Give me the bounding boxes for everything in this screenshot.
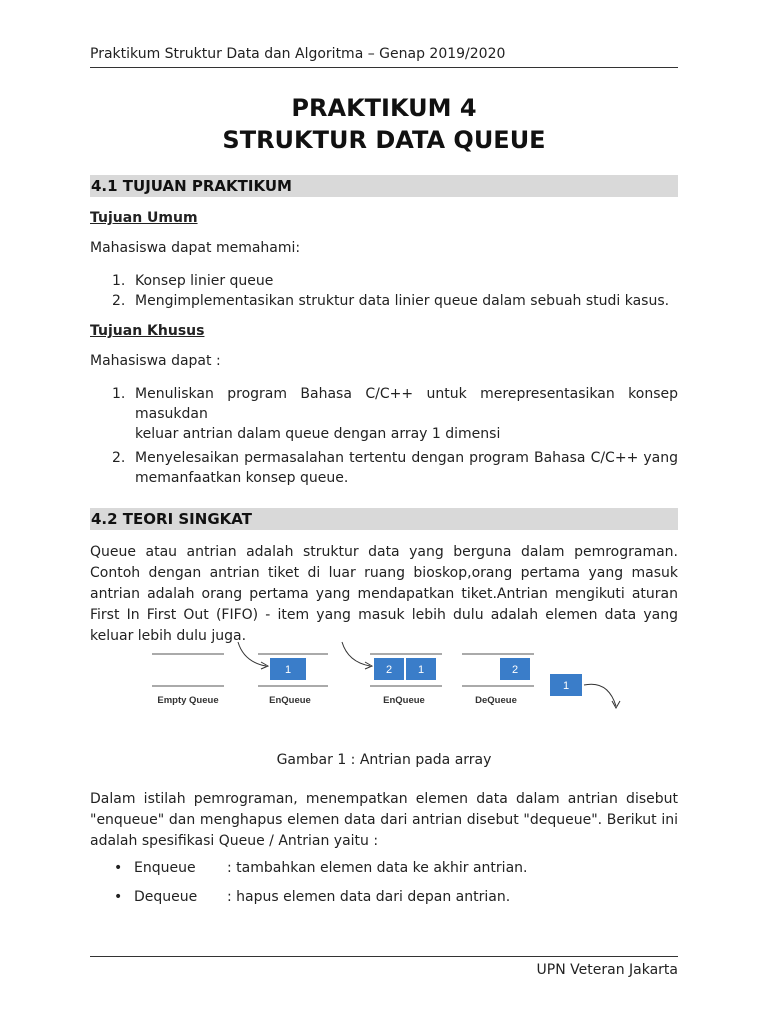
page-title-line2: STRUKTUR DATA QUEUE xyxy=(222,126,546,154)
footer-text: UPN Veteran Jakarta xyxy=(536,962,678,978)
tujuan-khusus-intro: Mahasiswa dapat : xyxy=(90,353,221,369)
queue-diagram xyxy=(140,636,640,721)
label-empty-queue: Empty Queue xyxy=(157,695,219,706)
subheading-tujuan-umum: Tujuan Umum xyxy=(90,210,198,226)
subheading-tujuan-khusus: Tujuan Khusus xyxy=(90,323,205,339)
footer-rule xyxy=(90,956,678,957)
section-heading-teori: 4.2 TEORI SINGKAT xyxy=(90,508,678,530)
figure-caption: Gambar 1 : Antrian pada array xyxy=(276,752,492,768)
label-dequeue: DeQueue xyxy=(475,695,517,706)
svg-text:1: 1 xyxy=(417,664,425,676)
list-item: 1. Konsep linier queue xyxy=(112,273,274,289)
list-item: 2. Menyelesaikan permasalahan tertentu dengan program Bahasa C/C++ yang memanfaatkan konsep queue. xyxy=(112,450,678,486)
label-enqueue-2: EnQueue xyxy=(383,695,425,706)
svg-text:1: 1 xyxy=(284,664,292,676)
svg-text:2: 2 xyxy=(511,664,519,676)
svg-text:1: 1 xyxy=(562,680,570,692)
header-rule xyxy=(90,67,678,68)
list-item: 1. Menuliskan program Bahasa C/C++ untuk merepresentasikan konsep masukdan keluar antrian dalam queue dengan array 1 dimensi xyxy=(112,386,678,442)
label-enqueue-1: EnQueue xyxy=(269,695,311,706)
teori-paragraph-2: Dalam istilah pemrograman, menempatkan elemen data dalam antrian disebut "enqueue" dan menghapus elemen data dari antrian disebut "dequeue". Berikut ini adalah spesifikasi Queue / Antrian yaitu : xyxy=(90,791,678,849)
tujuan-umum-list xyxy=(90,271,669,311)
running-header: Praktikum Struktur Data dan Algoritma – Genap 2019/2020 xyxy=(90,46,506,62)
page-title-line1: PRAKTIKUM 4 xyxy=(291,94,477,122)
teori-paragraph-1: Queue atau antrian adalah struktur data yang berguna dalam pemrograman. Contoh dengan antrian tiket di luar ruang bioskop,orang pertama yang masuk antrian adalah orang pertama yang mendapatkan tiket.Antrian mengikuti aturan First In First Out (FIFO) - item yang masuk lebih dulu adalah elemen data yang keluar lebih dulu juga. xyxy=(90,544,678,644)
svg-text:2: 2 xyxy=(385,664,393,676)
list-item: 2. Mengimplementasikan struktur data linier queue dalam sebuah studi kasus. xyxy=(112,293,670,309)
dequeue-arrow-icon xyxy=(584,684,616,706)
tujuan-khusus-list xyxy=(90,384,678,488)
section-heading-tujuan: 4.1 TUJUAN PRAKTIKUM xyxy=(90,175,678,197)
tujuan-umum-intro: Mahasiswa dapat memahami: xyxy=(90,240,301,256)
